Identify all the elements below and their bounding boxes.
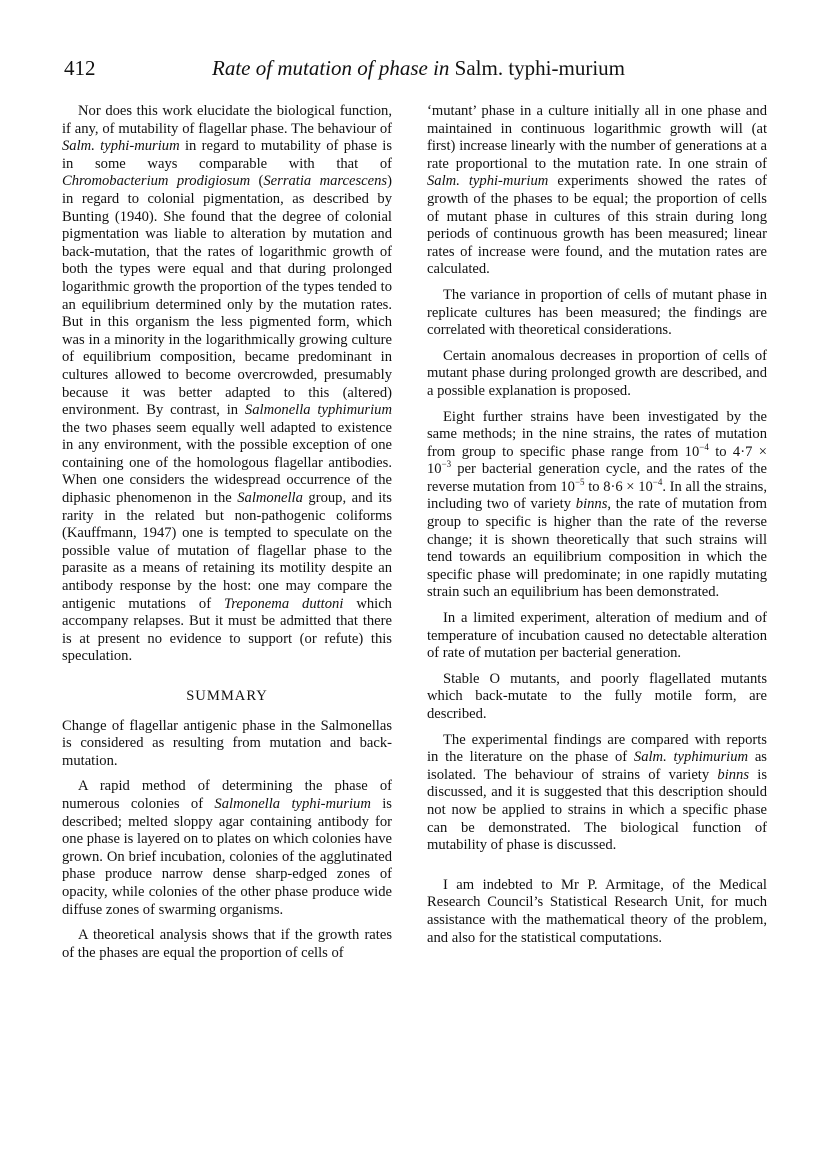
running-title-prefix: Rate of mutation of phase in	[212, 56, 455, 80]
summary-paragraph: Certain anomalous decreases in proportion of cells of mutant phase during prolonged growth are described, and a possible explanation is proposed.	[427, 347, 767, 399]
text: per bacterial generation cycle, and the rates of the reverse mutation from 10	[427, 461, 767, 495]
text: binns	[575, 496, 608, 513]
text: Salmonella typhimurium	[244, 402, 392, 419]
running-header	[64, 56, 769, 86]
text: , the rate of mutation from group to specific is higher than the rate of the reverse change; it is shown theoretically that such strains will tend towards an equilibrium composition in which the specific phase will predominate; in one rapidly mutating strain such an equilibrium has been demonstrated.	[427, 496, 767, 601]
text: binns	[717, 766, 750, 783]
summary-paragraph: The variance in proportion of cells of mutant phase in replicate cultures has been measured; the findings are correlated with theoretical considerations.	[427, 286, 767, 339]
text: to 8·6 × 10	[584, 478, 653, 495]
summary-paragraph: In a limited experiment, alteration of medium and of temperature of incubation caused no detectable alteration of rate of mutation per bacterial generation.	[427, 610, 767, 662]
text: which accompany relapses. But it must be admitted that there is at present no evidence to support (or refute) this speculation.	[62, 595, 392, 665]
acknowledgement: I am indebted to Mr P. Armitage, of the Medical Research Council’s Statistical Research Unit, for much assistance with the mathematical theory of the problem, and also for the statistical computations.	[427, 876, 767, 946]
exponent: −5	[574, 477, 585, 488]
text: Serratia marcescens	[263, 173, 388, 190]
summary-paragraph: Stable O mutants, and poorly flagellated mutants which back-mutate to the fully motile form, are described.	[427, 670, 767, 722]
running-title	[212, 56, 625, 81]
right-column	[427, 103, 767, 955]
summary-paragraph	[427, 732, 767, 855]
summary-paragraph: A theoretical analysis shows that if the growth rates of the phases are equal the proportion of cells of	[62, 927, 392, 961]
text: is described; melted sloppy agar containing antibody for one phase is layered on to plates on which colonies have grown. On brief incubation, colonies of the agglutinated phase produce narrow dense sharp-edged zones of opacity, while colonies of the other phase produce wide diffuse zones of swarming organisms.	[62, 795, 392, 918]
summary-paragraph	[427, 103, 767, 279]
summary-paragraph	[62, 778, 392, 919]
text: Salmonella	[237, 490, 303, 507]
text: Nor does this work elucidate the biological function, if any, of mutability of flagellar phase. The behaviour of	[62, 103, 392, 137]
text: as isolated. The behaviour of strains of variety	[427, 749, 767, 783]
text: ‘mutant’ phase in a culture initially all in one phase and maintained in continuous logarithmic growth will (at first) increase linearly with the number of generations at a rate proportional to the mutation rate. In one strain of	[427, 103, 767, 172]
text: in regard to mutability of phase is in some ways comparable with that of	[62, 138, 393, 172]
text: to 4·7 × 10	[427, 443, 767, 478]
left-column	[62, 103, 392, 970]
text: A rapid method of determining the phase of numerous colonies of	[62, 778, 392, 812]
text: . In all the strains, including two of variety	[427, 478, 767, 513]
text: Treponema duttoni	[223, 595, 344, 612]
summary-heading: SUMMARY	[186, 688, 268, 704]
text: Salmonella typhi-murium	[214, 795, 371, 812]
text: ) in regard to colonial pigmentation, as described by Bunting (1940). She found that the degree of colonial pigmentation was liable to alteration by mutation and back-mutation, that the rates of logarithmic growth of both the types were equal and that during prolonged logarithmic growth the proportion of the types tended to an equilibrium determined only by the mutation rates. But in this organism the less pigmented form, which was in a minority in the logarithmically growing culture of equilibrium composition, became predominant in cultures allowed to become overcrowded, presumably because it was better adapted to this (altered) environment. By contrast, in	[62, 173, 392, 419]
text: is discussed, and it is suggested that this description should not now be applied to strains in which a specific phase can be demonstrated. The biological function of mutability of phase is discussed.	[427, 766, 767, 854]
summary-paragraph: Change of flagellar antigenic phase in the Salmonellas is considered as resulting from mutation and back-mutation.	[62, 717, 392, 769]
exponent: −4	[652, 477, 663, 488]
running-title-organism: Salm. typhi-murium	[454, 56, 625, 80]
discussion-paragraph	[62, 103, 392, 666]
exponent: −3	[441, 459, 452, 470]
text: The experimental findings are compared with reports in the literature on the phase of	[427, 731, 767, 766]
text: group, and its rarity in the related but non-pathogenic coliforms (Kauffmann, 1947) one is tempted to speculate on the possible value of mutation of flagellar phase to the parasite as a means of retaining its motility despite an antibody response by the host: one may compare the antigenic mutations of	[62, 490, 392, 612]
text: the two phases seem equally well adapted to existence in any environment, with the possible exception of one containing one of the homologous flagellar antibodies. When one considers the widespread occurrence of the diphasic phenomenon in the	[62, 419, 392, 507]
spacer	[427, 863, 767, 877]
exponent: −4	[699, 441, 709, 452]
text: Salm. typhimurium	[633, 749, 749, 766]
text: Chromobacterium prodigiosum	[62, 173, 251, 190]
text: (	[250, 173, 264, 190]
text: experiments showed the rates of growth of the phases to be equal; the proportion of cells of mutant phase in cultures of this strain during long periods of continuous growth has been measured; linear rates of increase were found, and the mutation rates are calculated.	[427, 173, 767, 278]
text: Salm. typhi-murium	[62, 138, 180, 155]
page-number: 412	[64, 56, 96, 80]
summary-paragraph	[427, 409, 767, 603]
text: Eight further strains have been investigated by the same methods; in the nine strains, the rates of mutation from group to specific phase range from 10	[427, 408, 767, 460]
text: Salm. typhi-murium	[427, 173, 549, 190]
